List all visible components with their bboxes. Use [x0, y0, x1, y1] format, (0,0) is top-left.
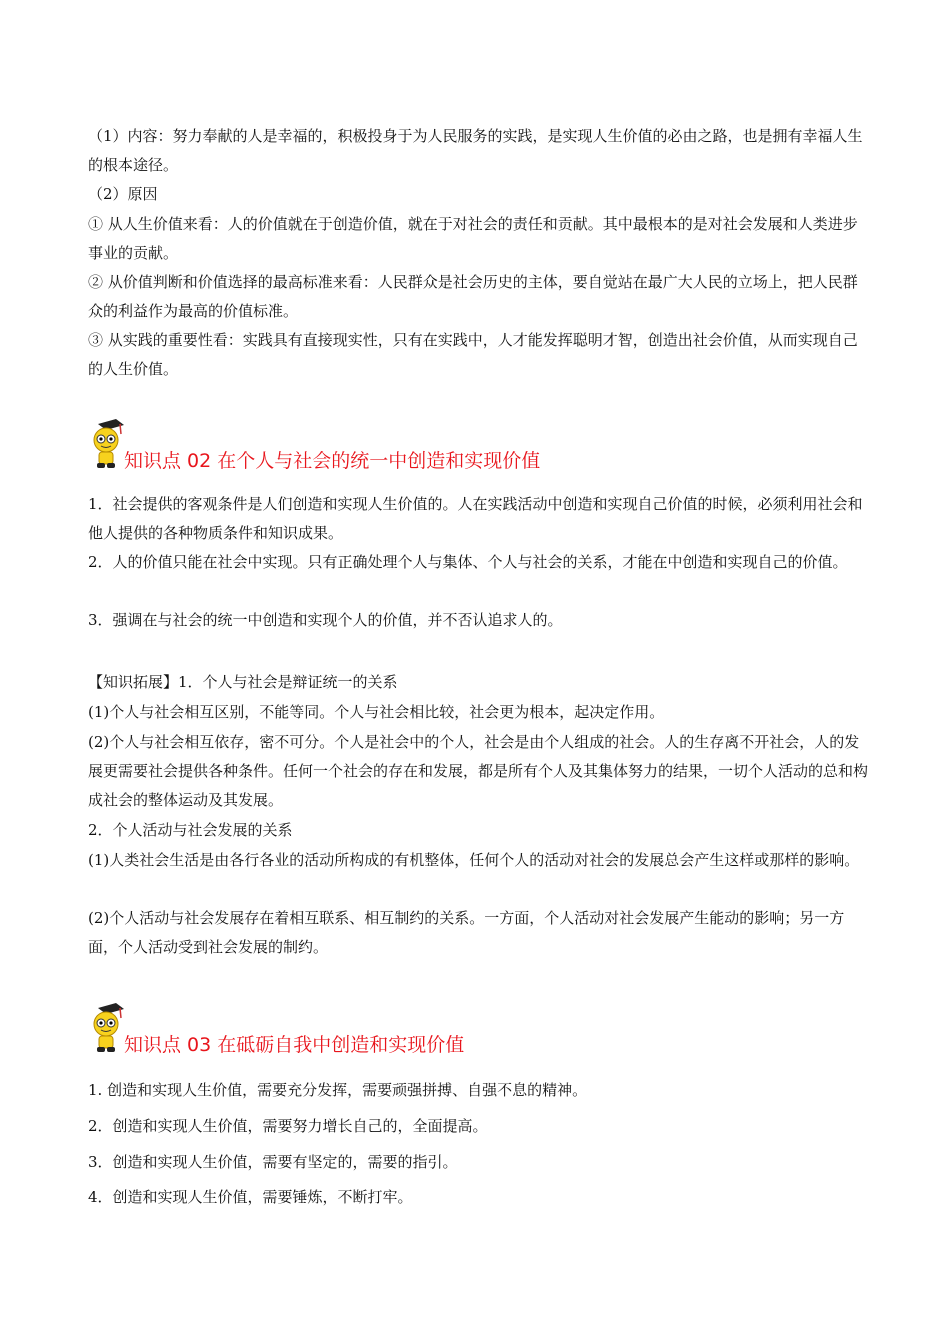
paragraph-reason-2: ② 从价值判断和价值选择的最高标准来看：人民群众是社会历史的主体，要自觉站在最广大人民的立场上，把人民群众的利益作为最高的价值标准。 — [88, 273, 858, 320]
paragraph-reason-label: （2）原因 — [88, 185, 158, 203]
scholar-mascot-icon — [86, 418, 126, 474]
scholar-mascot-icon — [86, 1002, 126, 1058]
extension-subtitle: 2．个人活动与社会发展的关系 — [88, 821, 293, 839]
section-heading-02-title: 知识点 02 在个人与社会的统一中创造和实现价值 — [124, 450, 541, 472]
extension-title: 【知识拓展】1．个人与社会是辩证统一的关系 — [88, 673, 398, 691]
paragraph-content: （1）内容：努力奉献的人是幸福的，积极投身于为人民服务的实践，是实现人生价值的必由之路，也是拥有幸福人生的根本途径。 — [88, 127, 863, 174]
paragraph-2-2: 2．人的价值只能在社会中实现。只有正确处理个人与集体、个人与社会的关系，才能在中创造和实现自己的价值。 — [88, 553, 848, 571]
paragraph-2-1: 1．社会提供的客观条件是人们创造和实现人生价值的。人在实践活动中创造和实现自己价值的时候，必须利用社会和他人提供的各种物质条件和知识成果。 — [88, 495, 863, 542]
paragraph-reason-3: ③ 从实践的重要性看：实践具有直接现实性，只有在实践中，人才能发挥聪明才智，创造出社会价值，从而实现自己的人生价值。 — [88, 331, 858, 378]
paragraph-3-2: 2．创造和实现人生价值，需要努力增长自己的，全面提高。 — [88, 1117, 488, 1135]
paragraph-3-1: 1. 创造和实现人生价值，需要充分发挥，需要顽强拼搏、自强不息的精神。 — [88, 1081, 588, 1099]
section-heading-03-title: 知识点 03 在砥砺自我中创造和实现价值 — [124, 1034, 465, 1056]
section-heading-02 — [86, 418, 786, 482]
paragraph-3-4: 4．创造和实现人生价值，需要锤炼，不断打牢。 — [88, 1188, 413, 1206]
extension-paragraph-2: (2)个人与社会相互依存，密不可分。个人是社会中的个人，社会是由个人组成的社会。人的生存离不开社会，人的发展更需要社会提供各种条件。任何一个社会的存在和发展，都是所有个人及其集体努力的结果，一切个人活动的总和构成社会的整体运动及其发展。 — [88, 733, 869, 809]
extension-paragraph-4: (2)个人活动与社会发展存在着相互联系、相互制约的关系。一方面，个人活动对社会发展产生能动的影响；另一方面，个人活动受到社会发展的制约。 — [88, 909, 845, 956]
extension-paragraph-1: (1)个人与社会相互区别，不能等同。个人与社会相比较，社会更为根本，起决定作用。 — [88, 703, 665, 721]
section-heading-03 — [86, 1002, 786, 1066]
extension-paragraph-3: (1)人类社会生活是由各行各业的活动所构成的有机整体，任何个人的活动对社会的发展总会产生这样或那样的影响。 — [88, 851, 860, 869]
paragraph-reason-1: ① 从人生价值来看：人的价值就在于创造价值，就在于对社会的责任和贡献。其中最根本的是对社会发展和人类进步事业的贡献。 — [88, 215, 858, 262]
paragraph-3-3: 3．创造和实现人生价值，需要有坚定的，需要的指引。 — [88, 1153, 458, 1171]
paragraph-2-3: 3．强调在与社会的统一中创造和实现个人的价值，并不否认追求人的。 — [88, 611, 563, 629]
